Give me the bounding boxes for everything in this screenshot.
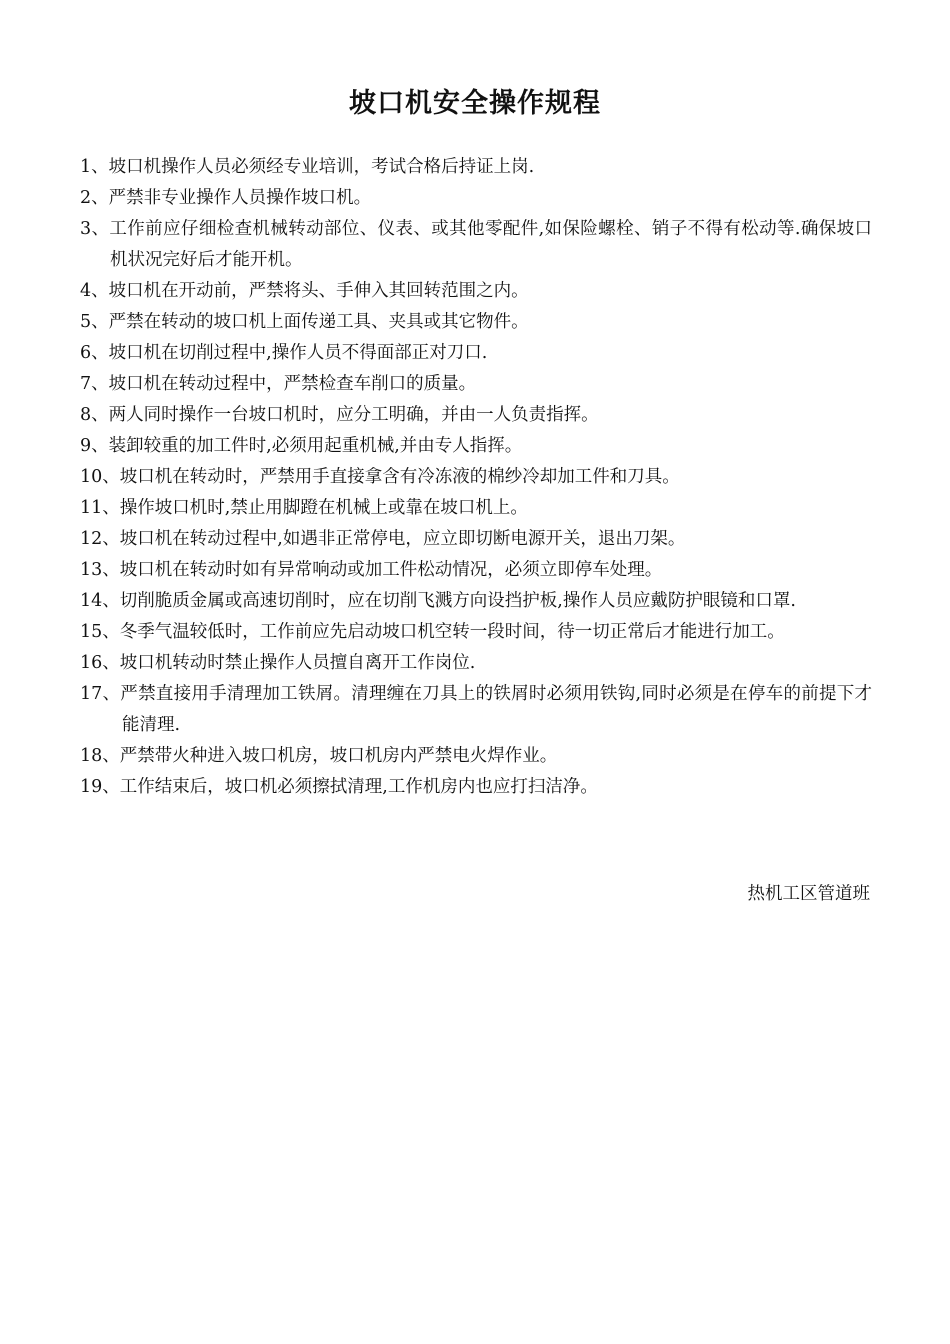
rule-item-14: 14、切削脆质金属或高速切削时，应在切削飞溅方向设挡护板,操作人员应戴防护眼镜和口罩. — [80, 591, 796, 611]
rule-item-1: 1、坡口机操作人员必须经专业培训，考试合格后持证上岗. — [80, 157, 535, 177]
rule-item-17: 17、严禁直接用手清理加工铁屑。清理缠在刀具上的铁屑时必须用铁钩,同时必须是在停车的前提下才能清理. — [80, 684, 872, 735]
rule-item-8: 8、两人同时操作一台坡口机时，应分工明确，并由一人负责指挥。 — [80, 405, 599, 425]
rule-item-12: 12、坡口机在转动过程中,如遇非正常停电，应立即切断电源开关，退出刀架。 — [80, 529, 686, 549]
department-signature: 热机工区管道班 — [747, 884, 870, 904]
rule-item-16: 16、坡口机转动时禁止操作人员擅自离开工作岗位. — [80, 653, 476, 673]
rule-item-15: 15、冬季气温较低时，工作前应先启动坡口机空转一段时间，待一切正常后才能进行加工。 — [80, 622, 785, 642]
rule-item-6: 6、坡口机在切削过程中,操作人员不得面部正对刀口. — [80, 343, 488, 363]
rule-item-13: 13、坡口机在转动时如有异常响动或加工件松动情况，必须立即停车处理。 — [80, 560, 663, 580]
rule-item-2: 2、严禁非专业操作人员操作坡口机。 — [80, 188, 372, 208]
rule-item-5: 5、严禁在转动的坡口机上面传递工具、夹具或其它物件。 — [80, 312, 529, 332]
rules-list — [80, 152, 872, 803]
rule-item-11: 11、操作坡口机时,禁止用脚蹬在机械上或靠在坡口机上。 — [80, 498, 528, 518]
rule-item-4: 4、坡口机在开动前，严禁将头、手伸入其回转范围之内。 — [80, 281, 529, 301]
rule-item-10: 10、坡口机在转动时，严禁用手直接拿含有冷冻液的棉纱冷却加工件和刀具。 — [80, 467, 680, 487]
page-title: 坡口机安全操作规程 — [349, 88, 601, 119]
rule-item-3: 3、工作前应仔细检查机械转动部位、仪表、或其他零配件,如保险螺栓、销子不得有松动等.确保坡口机状况完好后才能开机。 — [80, 219, 872, 270]
rule-item-19: 19、工作结束后，坡口机必须擦拭清理,工作机房内也应打扫洁净。 — [80, 777, 598, 797]
rule-item-7: 7、坡口机在转动过程中，严禁检查车削口的质量。 — [80, 374, 477, 394]
rule-item-18: 18、严禁带火种进入坡口机房，坡口机房内严禁电火焊作业。 — [80, 746, 558, 766]
rule-item-9: 9、装卸较重的加工件时,必须用起重机械,并由专人指挥。 — [80, 436, 523, 456]
